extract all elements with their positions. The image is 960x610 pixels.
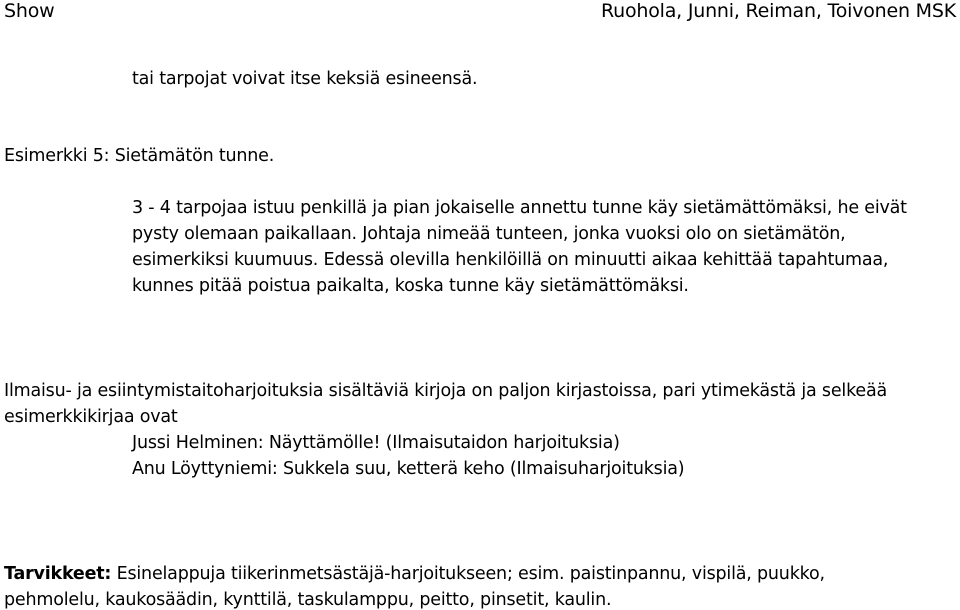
example-line: 3 - 4 tarpojaa istuu penkillä ja pian jokaiselle annettu tunne käy sietämättömäksi, he eivät <box>132 198 907 218</box>
supplies-line <box>4 562 825 586</box>
intro-fragment: tai tarpojat voivat itse keksiä esineensä. <box>132 69 478 89</box>
supplies-text: Esinelappuja tiikerinmetsästäjä-harjoitukseen; esim. paistinpannu, vispilä, puukko, <box>111 564 825 584</box>
example-line: esimerkiksi kuumuus. Edessä olevilla henkilöillä on minuutti aikaa kehittää tapahtumaa, <box>132 250 889 270</box>
supplies-line: pehmolelu, kaukosäädin, kynttilä, taskulamppu, peitto, pinsetit, kaulin. <box>4 590 612 610</box>
header-right-text: Ruohola, Junni, Reiman, Toivonen MSK <box>600 0 956 22</box>
header-left-text: Show <box>4 0 55 22</box>
example-title: Esimerkki 5: Sietämätön tunne. <box>4 146 275 166</box>
book-item: Anu Löyttyniemi: Sukkela suu, ketterä keho (Ilmaisuharjoituksia) <box>132 459 685 479</box>
example-line: pysty olemaan paikallaan. Johtaja nimeää tunteen, jonka vuoksi olo on sietämätön, <box>132 224 846 244</box>
supplies-label: Tarvikkeet: <box>4 564 112 584</box>
books-intro-line: esimerkkikirjaa ovat <box>4 407 178 427</box>
book-item: Jussi Helminen: Näyttämölle! (Ilmaisutaidon harjoituksia) <box>132 433 620 453</box>
books-intro-line: Ilmaisu- ja esiintymistaitoharjoituksia sisältäviä kirjoja on paljon kirjastoissa, pari ytimekästä ja selkeää <box>4 381 887 401</box>
example-line: kunnes pitää poistua paikalta, koska tunne käy sietämättömäksi. <box>132 276 689 296</box>
